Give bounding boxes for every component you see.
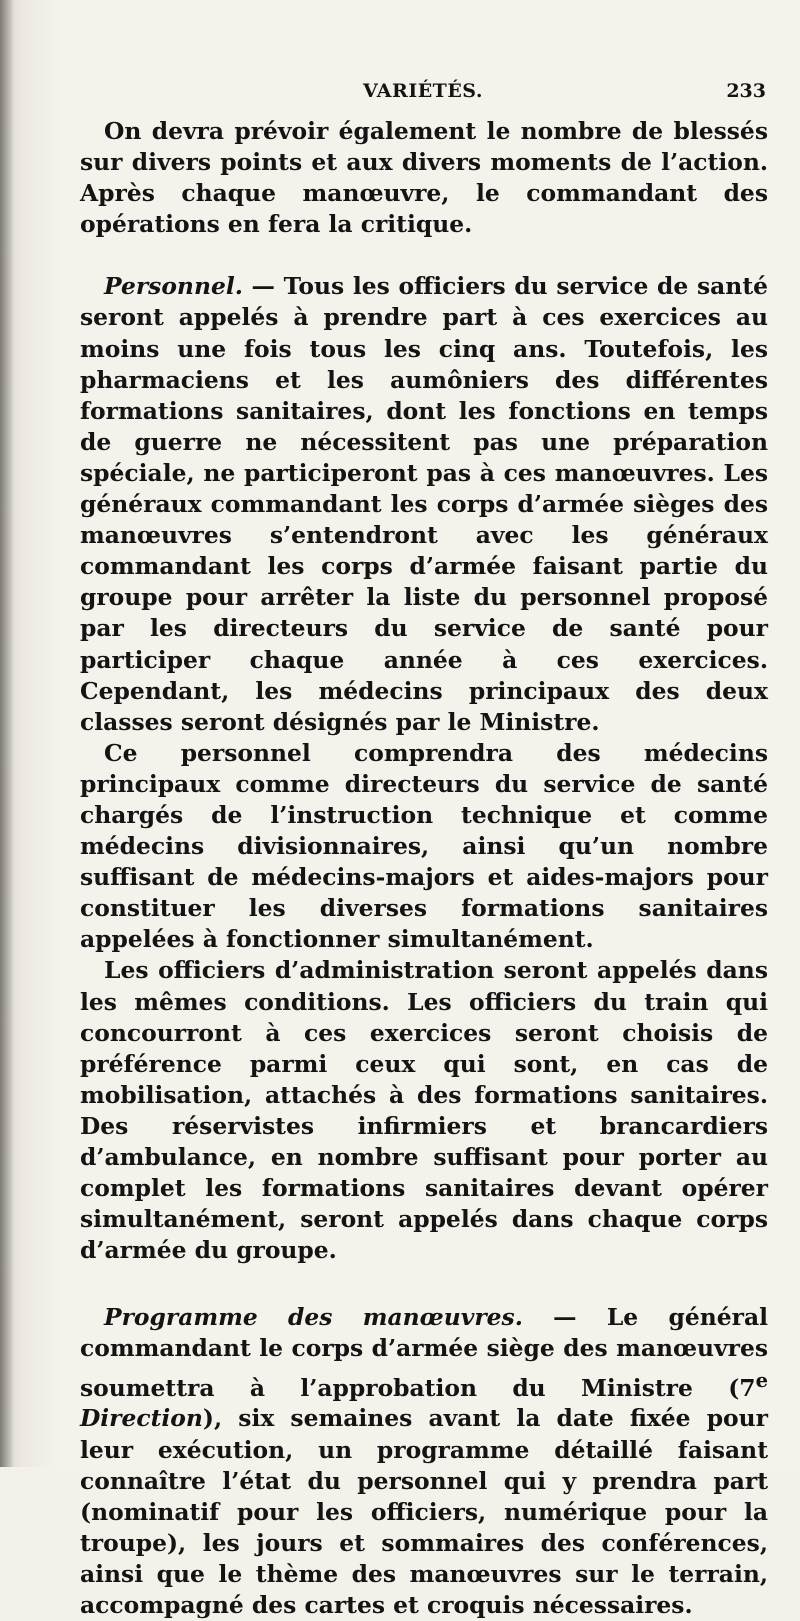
running-title: VARIÉTÉS. [363, 80, 483, 102]
paragraph-programme-text-b: ), six semaines avant la date fixée pour leur exécution, un programme détaillé faisant connaître l’état du personnel qui y prendra part (nominatif pour les officiers, numérique pour la troupe), les jours et sommaires des conférences, ainsi que le thème des manœuvres sur le terrain, accompagné des cartes et croquis nécessaires. [80, 1404, 768, 1620]
section-heading-personnel: Personnel. [104, 272, 243, 301]
superscript-e: e [755, 1368, 768, 1392]
paragraph-programme-text-a: — Le général commandant le corps d’armée siège des manœuvres soumettra à l’approbation du Ministre (7 [80, 1303, 768, 1402]
page-gutter-shadow [0, 0, 14, 1467]
paragraph-4 [80, 955, 768, 1266]
paragraph-4-text: Les officiers d’administration seront appelés dans les mêmes conditions. Les officiers du train qui concourront à ces exercices seront choisis de préférence parmi ceux qui sont, en cas de mobilisation, attachés à des formations sanitaires. Des réservistes infirmiers et brancardiers d’ambulance, en nombre suffisant pour porter au complet les formations sanitaires devant opérer simultanément, seront appelés dans chaque corps d’armée du groupe. [80, 956, 768, 1265]
paragraph-programme [80, 1302, 768, 1621]
paragraph-1 [80, 116, 768, 240]
paragraph-1-text: On devra prévoir également le nombre de blessés sur divers points et aux divers moments de l’action. Après chaque manœuvre, le commandant des opérations en fera la critique. [80, 117, 768, 239]
paragraph-3-text: Ce personnel comprendra des médecins principaux comme directeurs du service de santé chargés de l’instruction technique et comme médecins divisionnaires, ainsi qu’un nombre suffisant de médecins-majors et aides-majors pour constituer les diverses formations sanitaires appelées à fonctionner simultanément. [80, 738, 768, 954]
paragraph-personnel-text: — Tous les officiers du service de santé seront appelés à prendre part à ces exercices au moins une fois tous les cinq ans. Toutefois, les pharmaciens et les aumôniers des différentes formations sanitaires, dont les fonctions en temps de guerre ne nécessitent pas une préparation spéciale, ne participeront pas à ces manœuvres. Les généraux commandant les corps d’armée sièges des manœuvres s’entendront avec les généraux commandant les corps d’armée faisant partie du groupe pour arrêter la liste du personnel proposé par les directeurs du service de santé pour participer chaque année à ces exercices. Cependant, les médecins principaux des deux classes seront désignés par le Ministre. [80, 272, 768, 736]
direction-italic: Direction [80, 1404, 203, 1433]
page-number: 233 [726, 80, 766, 102]
page-header [80, 80, 766, 108]
paragraph-3 [80, 738, 768, 956]
body-text [80, 116, 768, 1621]
paragraph-personnel [80, 271, 768, 737]
section-heading-programme: Programme des manœuvres. [104, 1303, 523, 1332]
